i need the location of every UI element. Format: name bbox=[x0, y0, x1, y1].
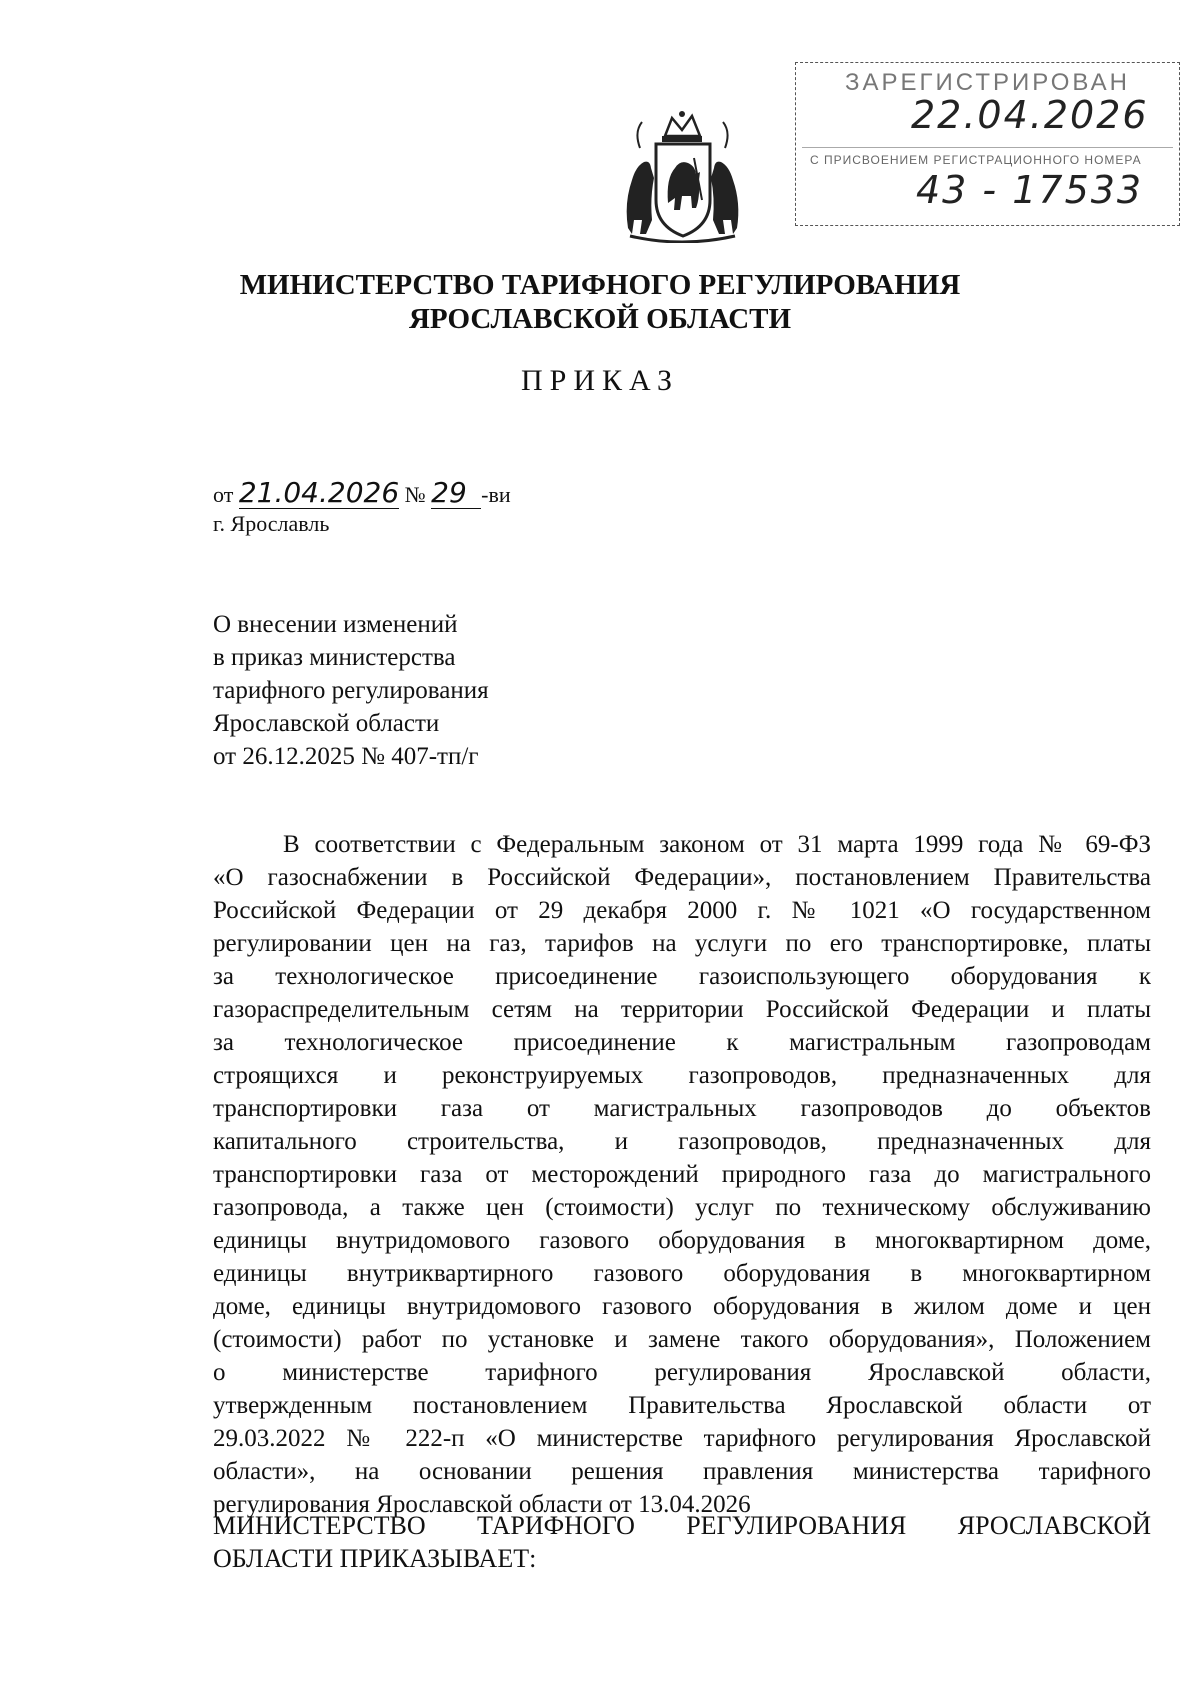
body-line: за технологическое присоединение к магистральным газопроводам bbox=[213, 1029, 1151, 1056]
body-line: единицы внутриквартирного газового оборудования в многоквартирном bbox=[213, 1260, 1151, 1287]
ministry-line-2: ЯРОСЛАВСКОЙ ОБЛАСТИ bbox=[408, 303, 792, 335]
ministry-line-1: МИНИСТЕРСТВО ТАРИФНОГО РЕГУЛИРОВАНИЯ bbox=[239, 269, 961, 301]
body-line: строящихся и реконструируемых газопроводов, предназначенных для bbox=[213, 1062, 1151, 1089]
ordering-clause-line-1: МИНИСТЕРСТВО ТАРИФНОГО РЕГУЛИРОВАНИЯ ЯРОСЛАВСКОЙ bbox=[213, 1511, 1151, 1540]
body-line: доме, единицы внутридомового газового оборудования в жилом доме и цен bbox=[213, 1293, 1151, 1320]
order-date-prefix: от bbox=[213, 482, 234, 507]
subject-line: от 26.12.2025 № 407-тп/г bbox=[213, 743, 479, 770]
coat-of-arms-icon bbox=[620, 108, 745, 243]
body-line: (стоимости) работ по установке и замене такого оборудования», Положением bbox=[213, 1326, 1151, 1353]
stamp-registration-number: 43 - 17533 bbox=[916, 168, 1144, 212]
order-date-number bbox=[213, 478, 511, 509]
subject-line: О внесении изменений bbox=[213, 611, 458, 638]
order-date: 21.04.2026 bbox=[238, 476, 400, 509]
stamp-date: 22.04.2026 bbox=[911, 93, 1149, 137]
order-subject bbox=[213, 608, 489, 773]
body-line: транспортировки газа от месторождений природного газа до магистрального bbox=[213, 1161, 1151, 1188]
ministry-name bbox=[0, 268, 1200, 336]
preamble-paragraph bbox=[213, 828, 1151, 1521]
subject-line: в приказ министерства bbox=[213, 644, 456, 671]
body-line: единицы внутридомового газового оборудования в многоквартирном доме, bbox=[213, 1227, 1151, 1254]
registration-stamp bbox=[795, 62, 1180, 226]
body-line: «О газоснабжении в Российской Федерации», постановлением Правительства bbox=[213, 864, 1151, 891]
subject-line: тарифного регулирования bbox=[213, 677, 489, 704]
order-number-sign: № bbox=[404, 482, 426, 507]
stamp-registered-label: ЗАРЕГИСТРИРОВАН bbox=[845, 69, 1130, 96]
stamp-assignment-label: С ПРИСВОЕНИЕМ РЕГИСТРАЦИОННОГО НОМЕРА bbox=[810, 153, 1142, 167]
body-line: В соответствии с Федеральным законом от 31 марта 1999 года № 69-ФЗ bbox=[283, 831, 1151, 858]
order-number-suffix: -ви bbox=[481, 482, 511, 507]
body-line: о министерстве тарифного регулирования Ярославской области, bbox=[213, 1359, 1151, 1386]
body-line: газораспределительным сетям на территории Российской Федерации и платы bbox=[213, 996, 1151, 1023]
body-line: за технологическое присоединение газоиспользующего оборудования к bbox=[213, 963, 1151, 990]
stamp-divider bbox=[802, 147, 1173, 148]
order-number: 29 bbox=[431, 478, 481, 509]
body-line: регулирования Ярославской области от 13.04.2026 bbox=[213, 1491, 751, 1518]
ordering-clause bbox=[213, 1509, 1151, 1575]
subject-line: Ярославской области bbox=[213, 710, 440, 737]
body-line: 29.03.2022 № 222-п «О министерстве тарифного регулирования Ярославской bbox=[213, 1425, 1151, 1452]
body-line: утвержденным постановлением Правительства Ярославской области от bbox=[213, 1392, 1151, 1419]
body-line: Российской Федерации от 29 декабря 2000 г. № 1021 «О государственном bbox=[213, 897, 1151, 924]
body-line: транспортировки газа от магистральных газопроводов до объектов bbox=[213, 1095, 1151, 1122]
order-city: г. Ярославль bbox=[213, 511, 330, 536]
document-type-title: ПРИКАЗ bbox=[521, 364, 679, 397]
body-line: области», на основании решения правления министерства тарифного bbox=[213, 1458, 1151, 1485]
body-line: газопровода, а также цен (стоимости) услуг по техническому обслуживанию bbox=[213, 1194, 1151, 1221]
ordering-clause-line-2: ОБЛАСТИ ПРИКАЗЫВАЕТ: bbox=[213, 1544, 537, 1573]
body-line: капитального строительства, и газопроводов, предназначенных для bbox=[213, 1128, 1151, 1155]
body-line: регулировании цен на газ, тарифов на услуги по его транспортировке, платы bbox=[213, 930, 1151, 957]
